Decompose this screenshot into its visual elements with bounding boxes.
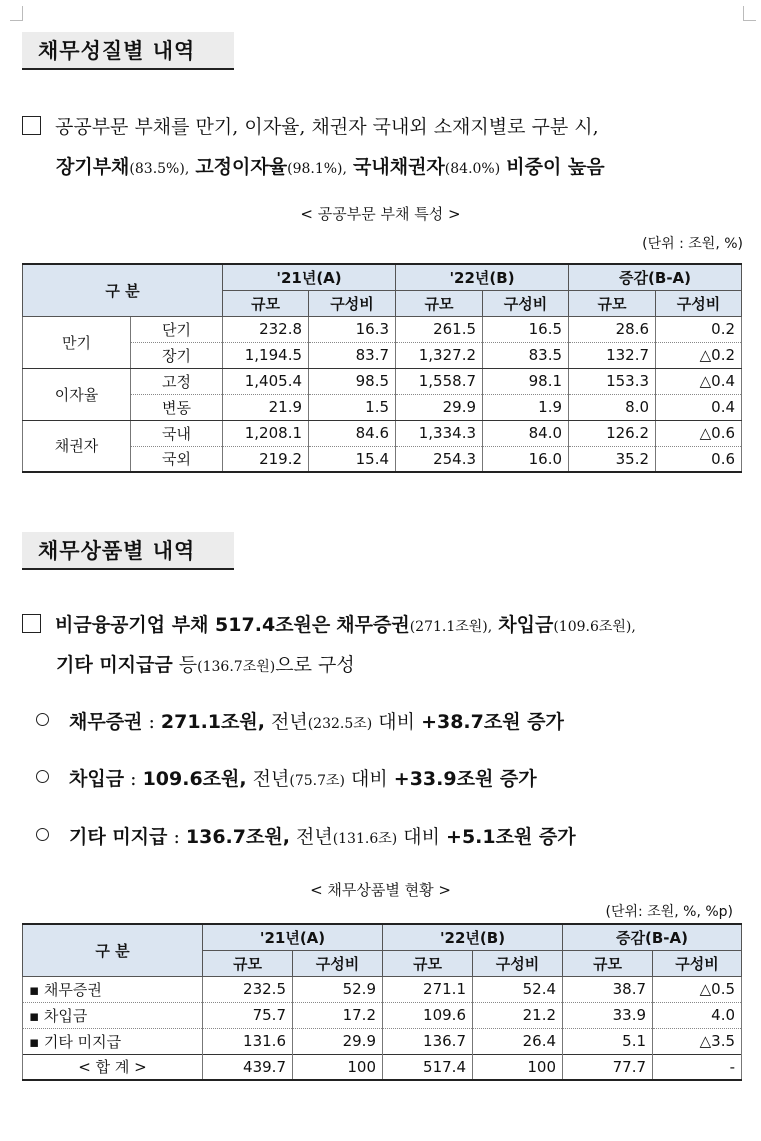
table1-sub-label: 국내 <box>131 420 223 446</box>
table-cell: △0.6 <box>656 420 742 446</box>
para-etc: 등 <box>178 654 198 676</box>
emph-high-share: 비중이 높음 <box>506 156 605 178</box>
section1-para-line2 <box>56 152 605 179</box>
para-etc-num: (136.7조원) <box>197 659 276 675</box>
table1-header-row-1 <box>23 264 742 290</box>
table-cell: 1.9 <box>483 394 569 420</box>
bullet-compare: 대비 <box>403 826 440 848</box>
bullet-change: +38.7조원 증가 <box>421 711 564 733</box>
table2-total-label: < 합 계 > <box>23 1054 203 1080</box>
table1-sub-label: 고정 <box>131 368 223 394</box>
table2-header-label: 구 분 <box>23 924 203 976</box>
bullet-change: +5.1조원 증가 <box>446 826 576 848</box>
table-row <box>23 368 742 394</box>
para-composed: 으로 구성 <box>275 654 355 676</box>
table2-header-size: 규모 <box>563 950 653 976</box>
table1-header-ratio: 구성비 <box>656 290 742 316</box>
page-corner-mark-left <box>10 6 23 21</box>
emph-borrowings: 차입금 <box>498 614 554 636</box>
bullet-prev: 전년 <box>252 768 290 790</box>
table2-row-label: ▪ 채무증권 <box>23 976 203 1002</box>
bullet-sep: : <box>173 826 180 848</box>
table-cell: 29.9 <box>293 1028 383 1054</box>
table-cell: 17.2 <box>293 1002 383 1028</box>
table1-caption: < 공공부문 부채 특성 > <box>300 205 461 223</box>
table-cell: 83.5 <box>483 342 569 368</box>
table2-header-row-1 <box>23 924 742 950</box>
table1-header-ratio: 구성비 <box>309 290 396 316</box>
table2-header-ratio: 구성비 <box>293 950 383 976</box>
section2-para-line1 <box>22 610 636 637</box>
table-cell: 1,334.3 <box>396 420 483 446</box>
table1-sub-label: 장기 <box>131 342 223 368</box>
table-cell: 52.4 <box>473 976 563 1002</box>
bullet-item <box>36 707 564 734</box>
table-cell: 26.4 <box>473 1028 563 1054</box>
table-cell: 219.2 <box>223 446 309 472</box>
bullet-value: 109.6조원, <box>142 768 247 790</box>
table-row <box>23 342 742 368</box>
table-row <box>23 1002 742 1028</box>
bullet-label: 기타 미지급 <box>69 826 168 848</box>
table-cell: 517.4 <box>383 1054 473 1080</box>
table-cell: 16.3 <box>309 316 396 342</box>
bullet-change: +33.9조원 증가 <box>393 768 537 790</box>
table-cell: 100 <box>293 1054 383 1080</box>
table-cell: 0.4 <box>656 394 742 420</box>
table2-row-label: ▪ 차입금 <box>23 1002 203 1028</box>
table1-header-size: 규모 <box>396 290 483 316</box>
table-cell: 75.7 <box>203 1002 293 1028</box>
table1-header-label: 구 분 <box>23 264 223 316</box>
table2-caption: < 채무상품별 현황 > <box>310 881 451 899</box>
table-cell: 1,194.5 <box>223 342 309 368</box>
table-cell: 84.6 <box>309 420 396 446</box>
bullet-sep: : <box>130 768 137 790</box>
table-cell: 21.9 <box>223 394 309 420</box>
table2-header-change: 증감(B-A) <box>563 924 742 950</box>
table-cell: 254.3 <box>396 446 483 472</box>
bullet-prev-num: (131.6조) <box>332 831 398 847</box>
emph-debt-securities-num: (271.1조원), <box>409 619 493 635</box>
table-cell: 5.1 <box>563 1028 653 1054</box>
table-cell: 153.3 <box>569 368 656 394</box>
table-cell: 98.5 <box>309 368 396 394</box>
bullet-sep: : <box>148 711 155 733</box>
table1-sub-label: 단기 <box>131 316 223 342</box>
table-cell: 4.0 <box>653 1002 742 1028</box>
table-cell: 232.5 <box>203 976 293 1002</box>
emph-domestic: 국내채권자 <box>353 156 445 178</box>
table-cell: 38.7 <box>563 976 653 1002</box>
table1-group-label: 이자율 <box>23 368 131 420</box>
bullet-label: 채무증권 <box>69 711 143 733</box>
section2-para-line2 <box>56 650 355 677</box>
table-cell: △0.2 <box>656 342 742 368</box>
table1-header-ratio: 구성비 <box>483 290 569 316</box>
table-cell: 83.7 <box>309 342 396 368</box>
checkbox-square-icon <box>22 614 41 633</box>
table1-unit: (단위 : 조원, %) <box>642 236 743 252</box>
table2-total-row <box>23 1054 742 1080</box>
table2-row-label: ▪ 기타 미지급 <box>23 1028 203 1054</box>
table-cell: 232.8 <box>223 316 309 342</box>
table1-sub-label: 국외 <box>131 446 223 472</box>
table-cell: 126.2 <box>569 420 656 446</box>
table-cell: 77.7 <box>563 1054 653 1080</box>
table2-header-2021: '21년(A) <box>203 924 383 950</box>
emph-long-term-num: (83.5%), <box>129 161 190 177</box>
table-cell: 8.0 <box>569 394 656 420</box>
table2-header-size: 규모 <box>203 950 293 976</box>
table2-header-ratio: 구성비 <box>653 950 742 976</box>
table-cell: 132.7 <box>569 342 656 368</box>
bullet-value: 136.7조원, <box>185 826 290 848</box>
table-row <box>23 316 742 342</box>
table1-header-size: 규모 <box>569 290 656 316</box>
section1-title: 채무성질별 내역 <box>22 32 234 70</box>
table-cell: 35.2 <box>569 446 656 472</box>
debt-characteristics-table <box>22 263 742 473</box>
emph-fixed-rate-num: (98.1%), <box>287 161 347 177</box>
emph-long-term: 장기부채 <box>56 156 130 178</box>
emph-domestic-num: (84.0%) <box>444 161 501 177</box>
table-row <box>23 1028 742 1054</box>
table-cell: 0.6 <box>656 446 742 472</box>
table-cell: 109.6 <box>383 1002 473 1028</box>
bullet-label: 차입금 <box>69 768 125 790</box>
table-cell: 16.5 <box>483 316 569 342</box>
table-cell: 1,405.4 <box>223 368 309 394</box>
circle-bullet-icon <box>36 713 49 726</box>
table1-header-2022: '22년(B) <box>396 264 569 290</box>
nonfinancial-debt-text: 비금융공기업 부채 517.4조원은 <box>55 614 331 636</box>
bullet-prev: 전년 <box>295 826 333 848</box>
table-cell: 271.1 <box>383 976 473 1002</box>
table1-sub-label: 변동 <box>131 394 223 420</box>
table-cell: 29.9 <box>396 394 483 420</box>
table-row <box>23 420 742 446</box>
table1-group-label: 만기 <box>23 316 131 368</box>
bullet-compare: 대비 <box>351 768 388 790</box>
table-cell: 1,327.2 <box>396 342 483 368</box>
table-cell: 1,558.7 <box>396 368 483 394</box>
bullet-prev-num: (75.7조) <box>289 773 345 789</box>
table2-header-size: 규모 <box>383 950 473 976</box>
table1-header-size: 규모 <box>223 290 309 316</box>
bullet-prev-num: (232.5조) <box>307 716 373 732</box>
table1-group-label: 채권자 <box>23 420 131 472</box>
table-cell: 84.0 <box>483 420 569 446</box>
table-cell: 1,208.1 <box>223 420 309 446</box>
section1-para-line1 <box>22 112 599 139</box>
table-cell: - <box>653 1054 742 1080</box>
table-cell: 100 <box>473 1054 563 1080</box>
section2-title: 채무상품별 내역 <box>22 532 234 570</box>
emph-debt-securities: 채무증권 <box>336 614 410 636</box>
debt-instruments-table <box>22 923 742 1081</box>
table2-unit: (단위: 조원, %, %p) <box>605 904 733 920</box>
table1-header-2021: '21년(A) <box>223 264 396 290</box>
table-cell: 0.2 <box>656 316 742 342</box>
table-cell: 28.6 <box>569 316 656 342</box>
page-corner-mark-right <box>743 6 756 21</box>
table-cell: △0.5 <box>653 976 742 1002</box>
table1-header-change: 증감(B-A) <box>569 264 742 290</box>
emph-other-payables: 기타 미지급금 <box>56 654 173 676</box>
table-row <box>23 976 742 1002</box>
circle-bullet-icon <box>36 828 49 841</box>
table-cell: 136.7 <box>383 1028 473 1054</box>
table-cell: 1.5 <box>309 394 396 420</box>
table-cell: 261.5 <box>396 316 483 342</box>
table-cell: 98.1 <box>483 368 569 394</box>
bullet-prev: 전년 <box>271 711 308 733</box>
emph-borrowings-num: (109.6조원), <box>553 619 636 635</box>
table-cell: △0.4 <box>656 368 742 394</box>
table-cell: △3.5 <box>653 1028 742 1054</box>
table2-header-ratio: 구성비 <box>473 950 563 976</box>
bullet-item <box>36 822 576 849</box>
table2-header-2022: '22년(B) <box>383 924 563 950</box>
bullet-value: 271.1조원, <box>160 711 265 733</box>
table-cell: 15.4 <box>309 446 396 472</box>
table-row <box>23 446 742 472</box>
circle-bullet-icon <box>36 770 49 783</box>
table-cell: 52.9 <box>293 976 383 1002</box>
table-row <box>23 394 742 420</box>
checkbox-square-icon <box>22 116 41 135</box>
table-cell: 16.0 <box>483 446 569 472</box>
para-line1-text: 공공부문 부채를 만기, 이자율, 채권자 국내외 소재지별로 구분 시, <box>55 116 599 138</box>
table-cell: 21.2 <box>473 1002 563 1028</box>
table-cell: 131.6 <box>203 1028 293 1054</box>
table-cell: 439.7 <box>203 1054 293 1080</box>
bullet-item <box>36 764 537 791</box>
table-cell: 33.9 <box>563 1002 653 1028</box>
emph-fixed-rate: 고정이자율 <box>195 156 288 178</box>
bullet-compare: 대비 <box>378 711 416 733</box>
